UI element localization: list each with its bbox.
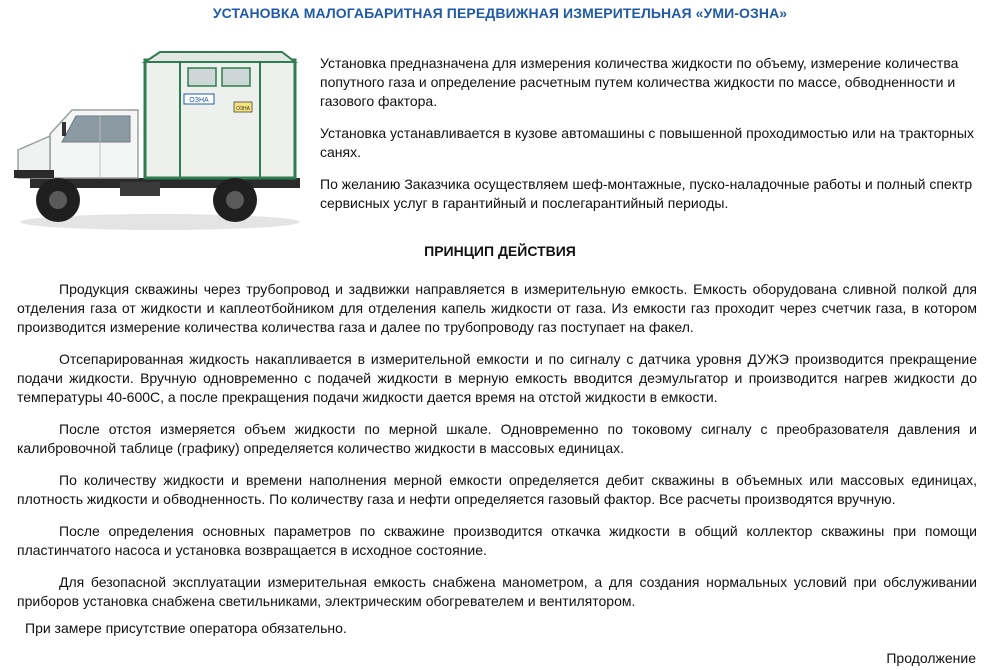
van-window-1	[188, 68, 216, 86]
body-paragraph: По количеству жидкости и времени наполнения мерной емкости определяется дебит скважины в объемных или массовых единицах, плотность жидкости и обводненность. По количеству газа и нефти определяется газовый фактор. Все расчеты производятся вручную.	[17, 472, 977, 507]
body-paragraph: Отсепарированная жидкость накапливается в измерительной емкости и по сигналу с датчика уровня ДУЖЭ производится прекращение подачи жидкости. Вручную одновременно с подачей жидкости в мерную емкость вводится деэмульгатор и производится нагрев жидкости до температуры 40-600С, а после прекращения подачи жидкости дается время на отстой жидкости в емкости.	[17, 351, 977, 405]
intro-text	[320, 54, 980, 226]
intro-paragraph: Установка предназначена для измерения количества жидкости по объему, измерение количества попутного газа и определение расчетным путем количества жидкости по массе, обводненности и газового фактора.	[320, 55, 959, 109]
section-heading: ПРИНЦИП ДЕЙСТВИЯ	[424, 243, 576, 259]
continue-link[interactable]: Продолжение	[886, 650, 976, 666]
front-hub	[49, 191, 67, 209]
body-paragraph: Продукция скважины через трубопровод и задвижки направляется в измерительную емкость. Емкость оборудована сливной полкой для отделения газа от жидкости и каплеотбойником для отделения капель жидкости от газа. Из емкости газ проходит через счетчик газа, в котором производится измерение количества количества газа и далее по трубопроводу газ поступает на факел.	[17, 281, 977, 335]
rear-hub	[226, 191, 244, 209]
body-paragraph: Для безопасной эксплуатации измерительная емкость снабжена манометром, а для создания нормальных условий при обслуживании приборов установка снабжена светильниками, электрическим обогревателем и вентилятором.	[17, 574, 977, 609]
van-sign-text: ОЗНА	[236, 106, 250, 112]
body-paragraph: После определения основных параметров по скважине производится откачка жидкости в общий коллектор скважины при помощи пластинчатого насоса и установка возвращается в исходное состояние.	[17, 523, 977, 558]
van-roof	[145, 52, 295, 62]
intro-paragraph: Установка устанавливается в кузове автомашины с повышенной проходимостью или на тракторных санях.	[320, 125, 974, 160]
van-logo-text: ОЗНА	[189, 97, 209, 104]
operator-note: При замере присутствие оператора обязательно.	[25, 620, 347, 636]
truck-image	[10, 50, 310, 240]
bumper	[14, 170, 54, 178]
fuel-tank	[120, 182, 160, 196]
body-paragraph: После отстоя измеряется объем жидкости по мерной шкале. Одновременно по токовому сигналу с преобразователя давления и калибровочной таблице (графику) определяется количество жидкости в массовых единицах.	[17, 421, 977, 456]
page-title: УСТАНОВКА МАЛОГАБАРИТНАЯ ПЕРЕДВИЖНАЯ ИЗМЕРИТЕЛЬНАЯ «УМИ-ОЗНА»	[212, 5, 788, 21]
van-body	[145, 60, 295, 178]
van-window-2	[222, 68, 250, 86]
principle-text	[17, 280, 977, 624]
mirror	[62, 122, 66, 136]
intro-paragraph: По желанию Заказчика осуществляем шеф-монтажные, пуско-наладочные работы и полный спектр сервисных услуг в гарантийный и послегарантийный периоды.	[320, 176, 973, 211]
